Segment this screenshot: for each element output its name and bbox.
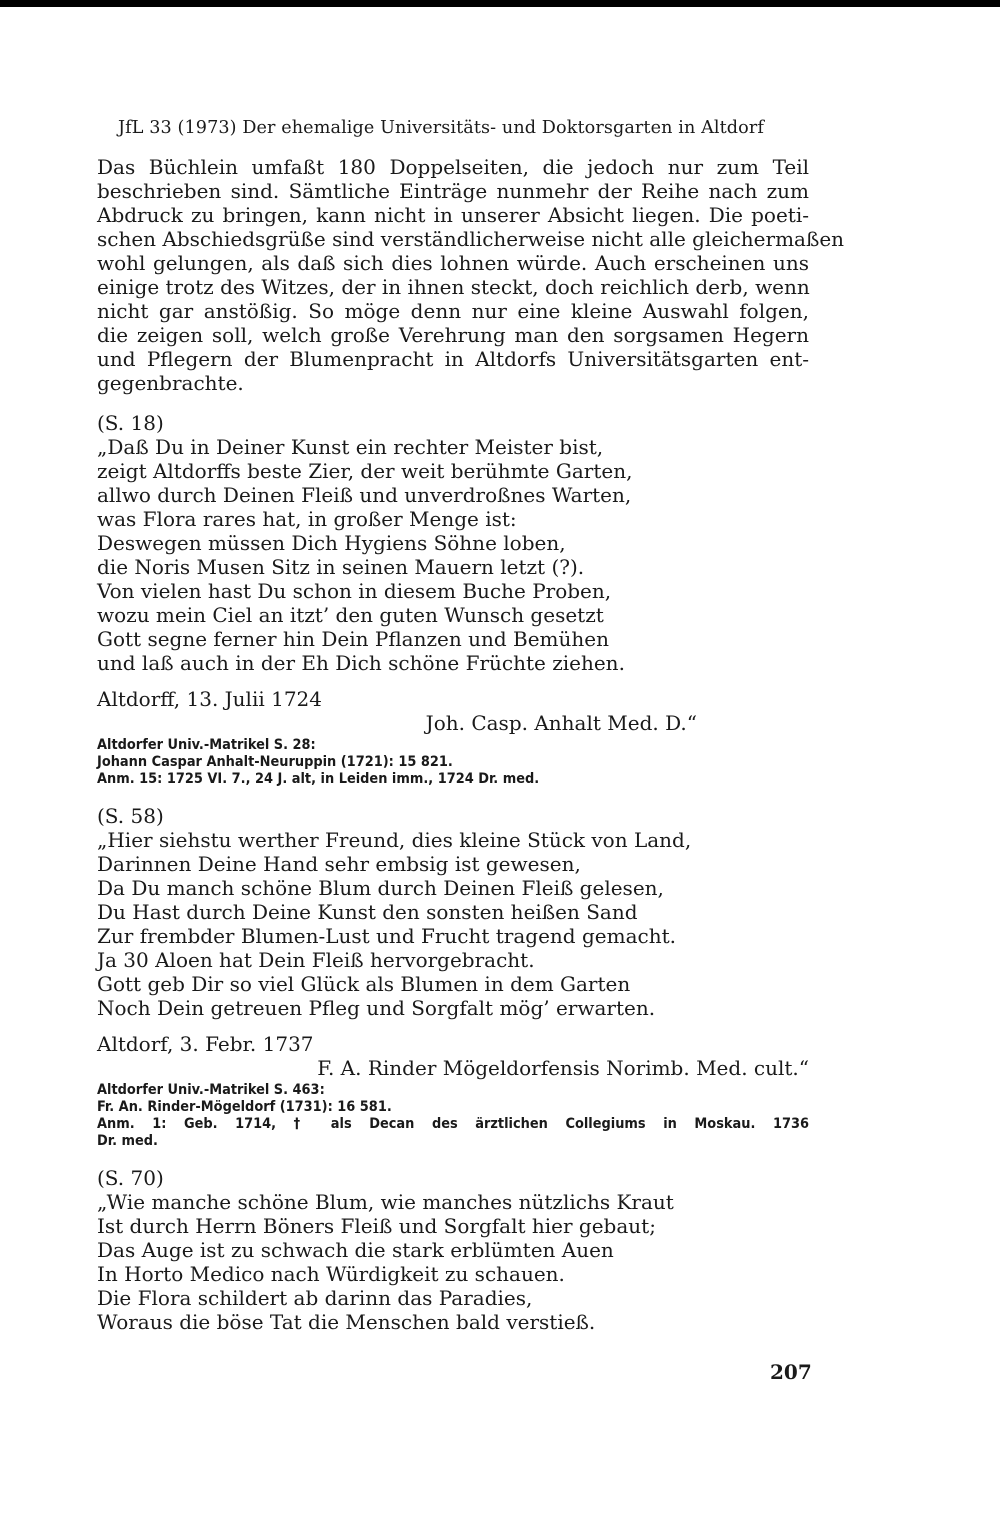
entry-2-page-ref: (S. 58) bbox=[97, 804, 164, 828]
text-line: die zeigen soll, welch große Verehrung man den sorgsamen Hegern bbox=[97, 323, 809, 347]
intro-paragraph bbox=[97, 155, 845, 395]
entry-1-notes bbox=[97, 737, 809, 788]
verse-line: Ja 30 Aloen hat Dein Fleiß hervorgebracht. bbox=[97, 948, 535, 972]
entry-1-page-ref: (S. 18) bbox=[97, 411, 164, 435]
note-line: Fr. An. Rinder-Mögeldorf (1731): 16 581. bbox=[97, 1099, 392, 1115]
note-line: Dr. med. bbox=[97, 1133, 158, 1149]
entry-2-notes bbox=[97, 1082, 809, 1150]
verse-line: Du Hast durch Deine Kunst den sonsten heißen Sand bbox=[97, 900, 638, 924]
text-line: schen Abschiedsgrüße sind verständlicherweise nicht alle gleichermaßen bbox=[97, 227, 845, 251]
note-line: Altdorfer Univ.-Matrikel S. 463: bbox=[97, 1082, 325, 1098]
page-body bbox=[97, 117, 845, 1334]
note-line: Johann Caspar Anhalt-Neuruppin (1721): 15 821. bbox=[97, 754, 453, 770]
top-edge-bar bbox=[0, 0, 1000, 7]
running-header: JfL 33 (1973) Der ehemalige Universitäts- und Doktorsgarten in Altdorf bbox=[118, 118, 764, 138]
verse-line: was Flora rares hat, in großer Menge ist: bbox=[97, 507, 517, 531]
text-line: Das Büchlein umfaßt 180 Doppelseiten, die jedoch nur zum Teil bbox=[97, 155, 809, 179]
entry-1-verse bbox=[97, 435, 809, 675]
verse-line: Zur frembder Blumen-Lust und Frucht tragend gemacht. bbox=[97, 924, 676, 948]
text-line: gegenbrachte. bbox=[97, 371, 244, 395]
verse-line: Darinnen Deine Hand sehr embsig ist gewesen, bbox=[97, 852, 581, 876]
verse-line: Noch Dein getreuen Pfleg und Sorgfalt mög’ erwarten. bbox=[97, 996, 656, 1020]
entry-2-signature: F. A. Rinder Mögeldorfensis Norimb. Med. cult.“ bbox=[317, 1056, 809, 1080]
verse-line: Da Du manch schöne Blum durch Deinen Fleiß gelesen, bbox=[97, 876, 664, 900]
text-line: Abdruck zu bringen, kann nicht in unserer Absicht liegen. Die poeti- bbox=[97, 203, 809, 227]
verse-line: In Horto Medico nach Würdigkeit zu schauen. bbox=[97, 1262, 565, 1286]
entry-3-verse bbox=[97, 1190, 809, 1334]
verse-line: Gott segne ferner hin Dein Pflanzen und Bemühen bbox=[97, 627, 609, 651]
verse-line: „Daß Du in Deiner Kunst ein rechter Meister bist, bbox=[97, 435, 604, 459]
text-line: nicht gar anstößig. So möge denn nur eine kleine Auswahl folgen, bbox=[97, 299, 809, 323]
verse-line: Das Auge ist zu schwach die stark erblümten Auen bbox=[97, 1238, 614, 1262]
verse-line: allwo durch Deinen Fleiß und unverdroßnes Warten, bbox=[97, 483, 632, 507]
verse-line: „Wie manche schöne Blum, wie manches nützlichs Kraut bbox=[97, 1190, 674, 1214]
entry-2-verse bbox=[97, 828, 809, 1020]
text-line: einige trotz des Witzes, der in ihnen steckt, doch reichlich derb, wenn bbox=[97, 275, 810, 299]
text-line: beschrieben sind. Sämtliche Einträge nunmehr der Reihe nach zum bbox=[97, 179, 809, 203]
verse-line: Gott geb Dir so viel Glück als Blumen in dem Garten bbox=[97, 972, 631, 996]
verse-line: Woraus die böse Tat die Menschen bald verstieß. bbox=[97, 1310, 596, 1334]
verse-line: zeigt Altdorffs beste Zier, der weit berühmte Garten, bbox=[97, 459, 633, 483]
verse-line: und laß auch in der Eh Dich schöne Früchte ziehen. bbox=[97, 651, 625, 675]
text-line: und Pflegern der Blumenpracht in Altdorfs Universitätsgarten ent- bbox=[97, 347, 809, 371]
entry-1-signature: Joh. Casp. Anhalt Med. D.“ bbox=[425, 711, 697, 735]
verse-line: die Noris Musen Sitz in seinen Mauern letzt (?). bbox=[97, 555, 585, 579]
verse-line: Von vielen hast Du schon in diesem Buche Proben, bbox=[97, 579, 612, 603]
verse-line: Deswegen müssen Dich Hygiens Söhne loben, bbox=[97, 531, 566, 555]
note-line: Anm. 1: Geb. 1714, † als Decan des ärztlichen Collegiums in Moskau. 1736 bbox=[97, 1116, 809, 1132]
note-line: Altdorfer Univ.-Matrikel S. 28: bbox=[97, 737, 316, 753]
entry-2-place-date: Altdorf, 3. Febr. 1737 bbox=[97, 1032, 314, 1056]
verse-line: wozu mein Ciel an itzt’ den guten Wunsch gesetzt bbox=[97, 603, 604, 627]
verse-line: Ist durch Herrn Böners Fleiß und Sorgfalt hier gebaut; bbox=[97, 1214, 656, 1238]
entry-3-page-ref: (S. 70) bbox=[97, 1166, 164, 1190]
note-line: Anm. 15: 1725 VI. 7., 24 J. alt, in Leiden imm., 1724 Dr. med. bbox=[97, 771, 540, 787]
text-line: wohl gelungen, als daß sich dies lohnen würde. Auch erscheinen uns bbox=[97, 251, 809, 275]
page-number: 207 bbox=[770, 1360, 812, 1384]
entry-1-place-date: Altdorff, 13. Julii 1724 bbox=[97, 687, 322, 711]
verse-line: „Hier siehstu werther Freund, dies kleine Stück von Land, bbox=[97, 828, 692, 852]
verse-line: Die Flora schildert ab darinn das Paradies, bbox=[97, 1286, 533, 1310]
